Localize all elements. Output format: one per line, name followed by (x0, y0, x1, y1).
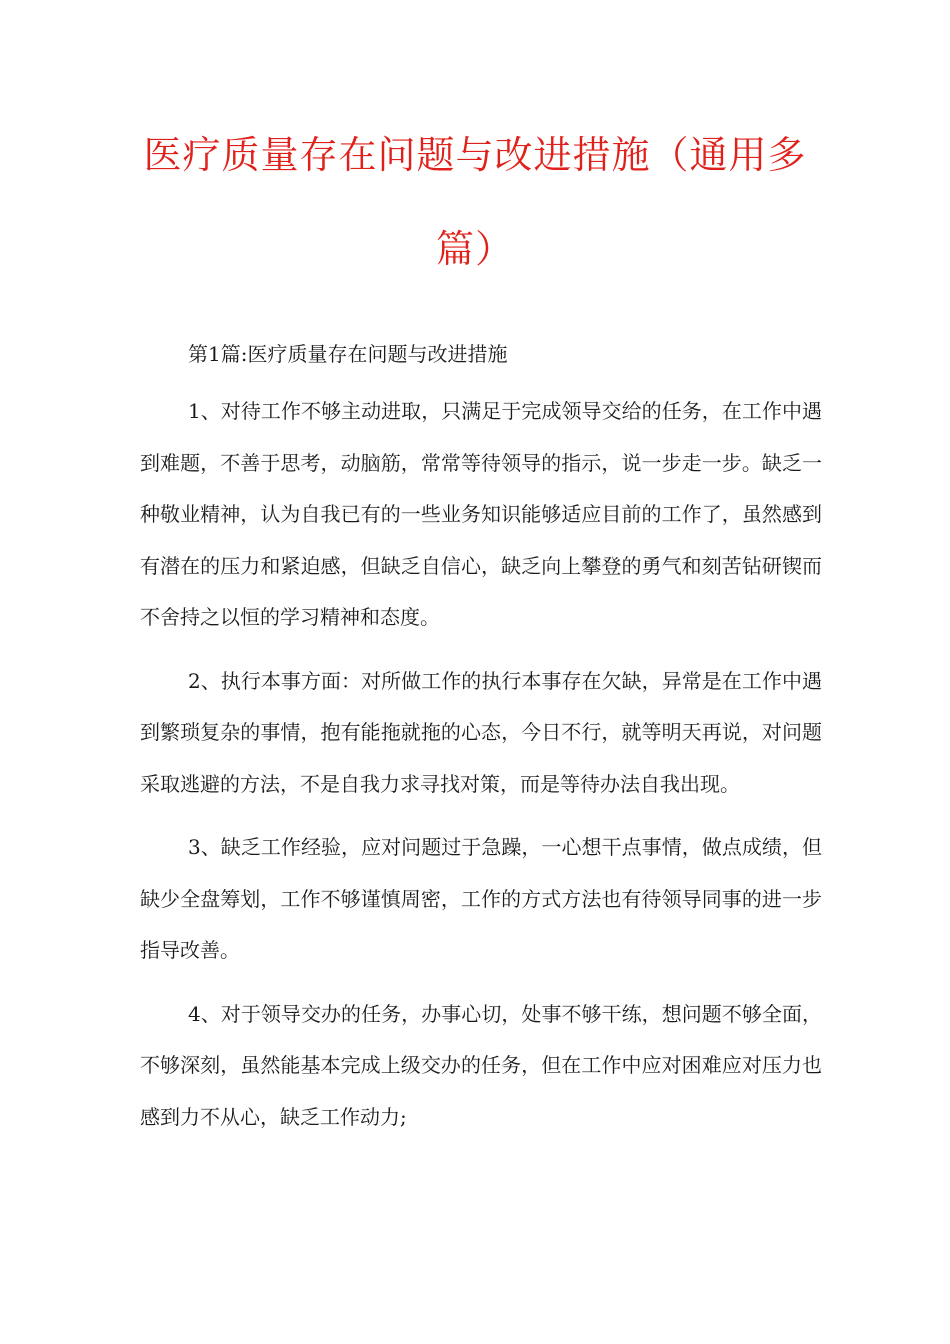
paragraph-2: 2、执行本事方面：对所做工作的执行本事存在欠缺，异常是在工作中遇到繁琐复杂的事情，抱有能拖就拖的心态，今日不行，就等明天再说，对问题采取逃避的方法，不是自我力求寻找对策，而是等待办法自我出现。 (140, 668, 822, 796)
paragraph-4: 4、对于领导交办的任务，办事心切，处事不够干练，想问题不够全面，不够深刻，虽然能基本完成上级交办的任务，但在工作中应对困难应对压力也感到力不从心，缺乏工作动力; (140, 1001, 822, 1129)
section-heading: 第1篇:医疗质量存在问题与改进措施 (188, 342, 508, 366)
paragraph-1: 1、对待工作不够主动进取，只满足于完成领导交给的任务，在工作中遇到难题，不善于思考，动脑筋，常常等待领导的指示，说一步走一步。缺乏一种敬业精神，认为自我已有的一些业务知识能够适应目前的工作了，虽然感到有潜在的压力和紧迫感，但缺乏自信心，缺乏向上攀登的勇气和刻苦钻研锲而不舍持之以恒的学习精神和态度。 (140, 399, 822, 629)
document-title: 医疗质量存在问题与改进措施（通用多篇） (143, 133, 807, 271)
paragraph-3: 3、缺乏工作经验，应对问题过于急躁，一心想干点事情，做点成绩，但缺少全盘筹划，工作不够谨慎周密，工作的方式方法也有待领导同事的进一步指导改善。 (140, 835, 822, 962)
document-body (140, 334, 822, 1143)
